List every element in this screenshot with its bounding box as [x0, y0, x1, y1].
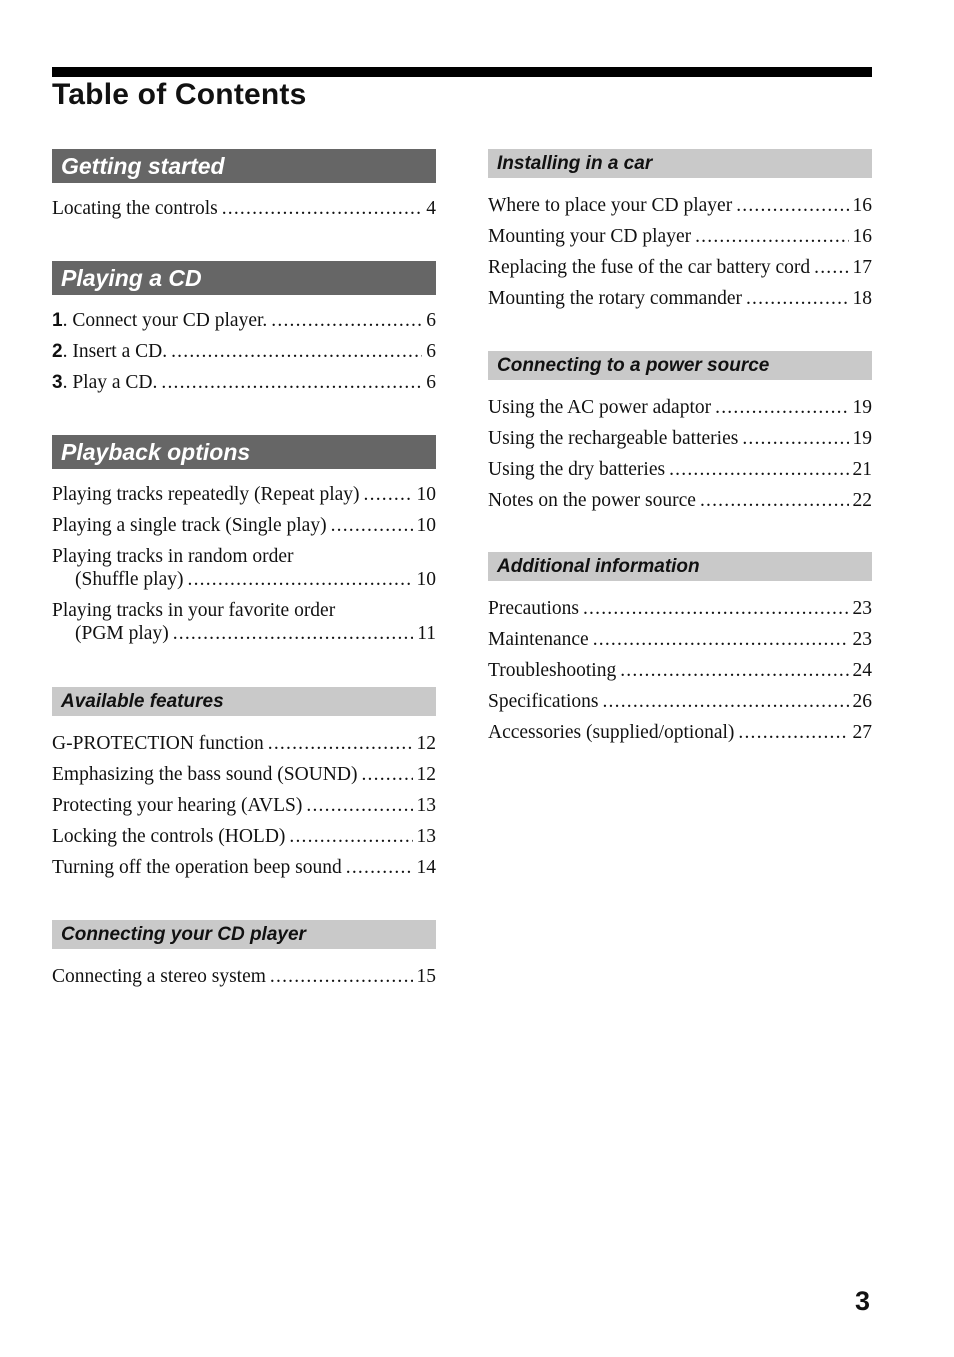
toc-entry[interactable]: [488, 721, 872, 744]
step-number: 2: [52, 341, 63, 362]
dot-leader: [171, 340, 422, 363]
entry-page-number: 19: [852, 428, 872, 449]
toc-list: [488, 597, 872, 744]
entry-page-number: 4: [426, 198, 436, 219]
step-number: 1: [52, 310, 63, 331]
dot-leader: [268, 732, 413, 755]
entry-page-number: 12: [416, 764, 436, 785]
dot-leader: [161, 371, 422, 394]
entry-title: Playing tracks in random order: [52, 546, 294, 567]
dot-leader: [346, 856, 413, 879]
entry-page-number: 14: [416, 857, 436, 878]
entry-title: Playing a single track (Single play): [52, 515, 327, 536]
entry-title: Notes on the power source: [488, 490, 696, 511]
toc-entry[interactable]: [52, 599, 436, 645]
toc-entry[interactable]: [52, 545, 436, 591]
section-power-source: [488, 351, 872, 520]
toc-entry[interactable]: [488, 690, 872, 713]
entry-title: Emphasizing the bass sound (SOUND): [52, 764, 358, 785]
dot-leader: [364, 483, 413, 506]
section-heading: Connecting your CD player: [52, 920, 436, 949]
toc-entry[interactable]: [52, 965, 436, 988]
entry-title: Using the AC power adaptor: [488, 397, 712, 418]
toc-list: [52, 965, 436, 988]
entry-title: Mounting your CD player: [488, 226, 692, 247]
dot-leader: [738, 721, 848, 744]
toc-entry[interactable]: [52, 371, 436, 394]
dot-leader: [669, 458, 848, 481]
entry-title: . Insert a CD.: [62, 341, 168, 362]
toc-list: [488, 194, 872, 310]
entry-title: Maintenance: [488, 629, 589, 650]
entry-page-number: 10: [416, 515, 436, 536]
entry-page-number: 6: [426, 310, 436, 331]
entry-page-number: 12: [416, 733, 436, 754]
dot-leader: [620, 659, 848, 682]
toc-entry[interactable]: [488, 427, 872, 450]
entry-title-continued: (Shuffle play): [75, 569, 184, 590]
entry-title: Connecting a stereo system: [52, 966, 266, 987]
dot-leader: [188, 568, 413, 591]
section-installing-car: [488, 149, 872, 318]
entry-page-number: 10: [416, 569, 436, 590]
entry-page-number: 22: [852, 490, 872, 511]
entry-title: Playing tracks in your favorite order: [52, 600, 336, 621]
dot-leader: [602, 690, 848, 713]
section-heading: Playing a CD: [52, 261, 436, 295]
entry-title: . Connect your CD player.: [62, 310, 268, 331]
toc-list: [52, 197, 436, 220]
dot-leader: [331, 514, 413, 537]
toc-list: [52, 483, 436, 645]
toc-entry[interactable]: [52, 732, 436, 755]
dot-leader: [736, 194, 848, 217]
section-heading: Additional information: [488, 552, 872, 581]
entry-page-number: 16: [852, 195, 872, 216]
toc-entry[interactable]: [488, 396, 872, 419]
dot-leader: [583, 597, 849, 620]
entry-page-number: 13: [416, 795, 436, 816]
toc-entry[interactable]: [52, 825, 436, 848]
entry-page-number: 13: [416, 826, 436, 847]
toc-entry[interactable]: [52, 763, 436, 786]
entry-page-number: 27: [852, 722, 872, 743]
entry-page-number: 16: [852, 226, 872, 247]
section-heading: Getting started: [52, 149, 436, 183]
entry-title: G-PROTECTION function: [52, 733, 264, 754]
dot-leader: [814, 256, 848, 279]
toc-list: [52, 732, 436, 879]
entry-page-number: 17: [852, 257, 872, 278]
entry-title: Playing tracks repeatedly (Repeat play): [52, 484, 360, 505]
toc-entry[interactable]: [488, 458, 872, 481]
dot-leader: [222, 197, 423, 220]
toc-entry[interactable]: [52, 340, 436, 363]
toc-entry[interactable]: [488, 225, 872, 248]
entry-page-number: 23: [852, 629, 872, 650]
toc-entry[interactable]: [52, 514, 436, 537]
entry-page-number: 6: [426, 372, 436, 393]
entry-title: Locating the controls: [52, 198, 218, 219]
page-title: Table of Contents: [52, 78, 307, 111]
section-additional-info: [488, 552, 872, 752]
entry-title: Mounting the rotary commander: [488, 288, 742, 309]
section-connecting-cd-player: [52, 920, 436, 996]
step-number: 3: [52, 372, 63, 393]
entry-title: Using the rechargeable batteries: [488, 428, 739, 449]
entry-page-number: 19: [852, 397, 872, 418]
entry-title: Replacing the fuse of the car battery cord: [488, 257, 811, 278]
section-heading: Installing in a car: [488, 149, 872, 178]
entry-page-number: 6: [426, 341, 436, 362]
entry-page-number: 15: [416, 966, 436, 987]
dot-leader: [593, 628, 849, 651]
toc-entry[interactable]: [52, 856, 436, 879]
section-getting-started: [52, 149, 436, 228]
entry-page-number: 18: [852, 288, 872, 309]
entry-title: Using the dry batteries: [488, 459, 666, 480]
toc-entry[interactable]: [488, 489, 872, 512]
toc-entry[interactable]: [488, 628, 872, 651]
dot-leader: [742, 427, 848, 450]
toc-list: [52, 309, 436, 394]
entry-title: Where to place your CD player: [488, 195, 733, 216]
toc-entry[interactable]: [488, 597, 872, 620]
entry-title: Turning off the operation beep sound: [52, 857, 342, 878]
entry-page-number: 11: [417, 623, 436, 644]
dot-leader: [700, 489, 849, 512]
page-number: 3: [855, 1286, 871, 1316]
dot-leader: [361, 763, 412, 786]
title-rule: [52, 67, 872, 77]
entry-page-number: 26: [852, 691, 872, 712]
entry-title: Troubleshooting: [488, 660, 617, 681]
section-heading: Available features: [52, 687, 436, 716]
entry-title: Accessories (supplied/optional): [488, 722, 735, 743]
dot-leader: [746, 287, 849, 310]
dot-leader: [173, 622, 414, 645]
entry-title: Specifications: [488, 691, 599, 712]
toc-list: [488, 396, 872, 512]
toc-entry[interactable]: [52, 794, 436, 817]
dot-leader: [289, 825, 412, 848]
toc-entry[interactable]: [488, 194, 872, 217]
dot-leader: [695, 225, 848, 248]
section-playing-cd: [52, 261, 436, 402]
entry-title: Protecting your hearing (AVLS): [52, 795, 303, 816]
toc-entry[interactable]: [52, 483, 436, 506]
section-heading: Playback options: [52, 435, 436, 469]
section-available-features: [52, 687, 436, 887]
dot-leader: [270, 965, 413, 988]
toc-entry[interactable]: [488, 659, 872, 682]
section-playback-options: [52, 435, 436, 653]
dot-leader: [715, 396, 848, 419]
section-heading: Connecting to a power source: [488, 351, 872, 380]
entry-page-number: 24: [852, 660, 872, 681]
entry-title: . Play a CD.: [62, 372, 158, 393]
dot-leader: [306, 794, 412, 817]
entry-title: Precautions: [488, 598, 579, 619]
toc-entry[interactable]: [488, 287, 872, 310]
toc-entry[interactable]: [488, 256, 872, 279]
dot-leader: [271, 309, 422, 332]
entry-page-number: 10: [416, 484, 436, 505]
entry-page-number: 23: [852, 598, 872, 619]
toc-entry[interactable]: [52, 197, 436, 220]
toc-entry[interactable]: [52, 309, 436, 332]
entry-title-continued: (PGM play): [75, 623, 169, 644]
entry-title: Locking the controls (HOLD): [52, 826, 286, 847]
entry-page-number: 21: [852, 459, 872, 480]
